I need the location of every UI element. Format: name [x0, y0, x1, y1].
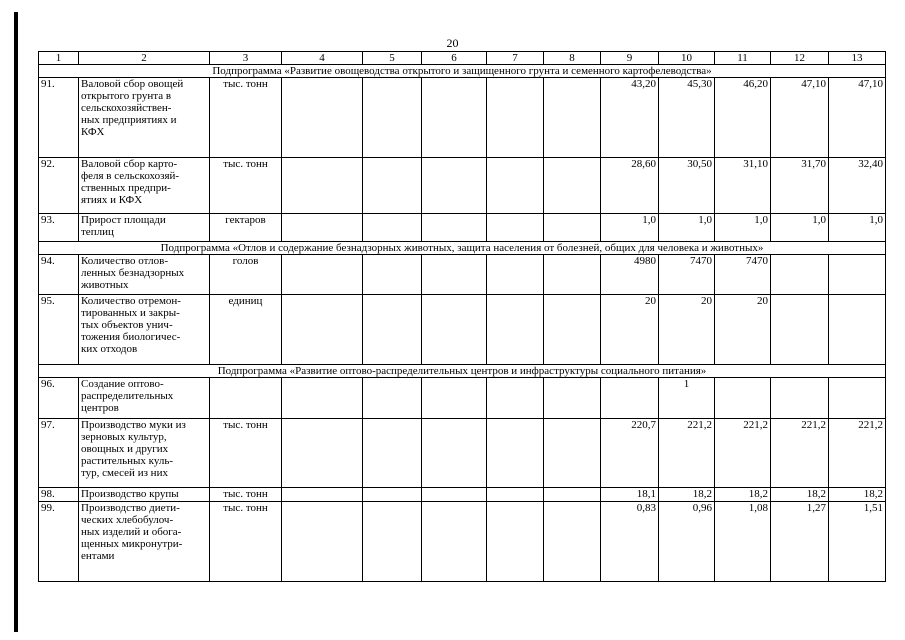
empty-cell [422, 419, 487, 488]
empty-cell [422, 78, 487, 158]
value-cell-10: 0,96 [659, 502, 715, 582]
empty-cell [487, 78, 544, 158]
indicator-name-line: Валовой сбор карто- [81, 158, 178, 170]
indicator-name-line: открытого грунта в [81, 90, 172, 102]
value-cell-9: 18,1 [601, 488, 659, 502]
value-cell-12: 1,27 [771, 502, 829, 582]
empty-cell [363, 488, 422, 502]
empty-cell [422, 295, 487, 365]
value-cell-11 [715, 378, 771, 419]
empty-cell [544, 488, 601, 502]
empty-cell [487, 295, 544, 365]
indicator-name-line: ентами [81, 550, 115, 562]
value-cell-9: 20 [601, 295, 659, 365]
empty-cell [487, 419, 544, 488]
indicator-name-line: животных [81, 279, 129, 291]
empty-cell [282, 158, 363, 214]
col-header-8: 8 [544, 52, 601, 65]
col-header-11: 11 [715, 52, 771, 65]
unit-cell: тыс. тонн [210, 158, 282, 214]
indicator-name-line: центров [81, 402, 119, 414]
empty-cell [282, 255, 363, 295]
row-number: 93. [39, 214, 79, 242]
col-header-2: 2 [79, 52, 210, 65]
unit-cell: голов [210, 255, 282, 295]
empty-cell [544, 419, 601, 488]
value-cell-10: 18,2 [659, 488, 715, 502]
empty-cell [282, 488, 363, 502]
unit-cell: единиц [210, 295, 282, 365]
indicator-name-line: овощных и других [81, 443, 169, 455]
value-cell-11: 1,08 [715, 502, 771, 582]
indicator-name-line: ких отходов [81, 343, 138, 355]
col-header-9: 9 [601, 52, 659, 65]
value-cell-11: 31,10 [715, 158, 771, 214]
empty-cell [544, 158, 601, 214]
indicator-name-line: растительных куль- [81, 455, 174, 467]
value-cell-13 [829, 295, 886, 365]
indicator-name-line: ческих хлебобулоч- [81, 514, 174, 526]
empty-cell [282, 419, 363, 488]
empty-cell [363, 158, 422, 214]
value-cell-11: 1,0 [715, 214, 771, 242]
subprogram-title: Подпрограмма «Развитие оптово-распределительных центров и инфраструктуры социального питания» [39, 365, 886, 378]
indicator-name-line: тур, смесей из них [81, 467, 168, 479]
table-row [39, 502, 886, 582]
empty-cell [363, 78, 422, 158]
value-cell-13: 32,40 [829, 158, 886, 214]
value-cell-11: 20 [715, 295, 771, 365]
indicators-table [38, 51, 886, 582]
subprogram-header-row [39, 65, 886, 78]
value-cell-9: 4980 [601, 255, 659, 295]
indicator-name-line: Создание оптово- [81, 378, 164, 390]
value-cell-13: 1,51 [829, 502, 886, 582]
value-cell-9: 1,0 [601, 214, 659, 242]
empty-cell [422, 378, 487, 419]
unit-cell [210, 378, 282, 419]
empty-cell [282, 378, 363, 419]
value-cell-9: 43,20 [601, 78, 659, 158]
empty-cell [544, 378, 601, 419]
table-row [39, 78, 886, 158]
value-cell-9: 28,60 [601, 158, 659, 214]
empty-cell [363, 419, 422, 488]
col-header-4: 4 [282, 52, 363, 65]
empty-cell [363, 378, 422, 419]
indicator-name-line: Количество отлов- [81, 255, 169, 267]
unit-cell: гектаров [210, 214, 282, 242]
value-cell-11: 221,2 [715, 419, 771, 488]
value-cell-12: 221,2 [771, 419, 829, 488]
table-row [39, 378, 886, 419]
subprogram-title: Подпрограмма «Развитие овощеводства открытого и защищенного грунта и семенного картофелеводства» [39, 65, 886, 78]
table-row [39, 214, 886, 242]
table-row [39, 419, 886, 488]
empty-cell [544, 78, 601, 158]
value-cell-13 [829, 255, 886, 295]
empty-cell [422, 488, 487, 502]
empty-cell [363, 255, 422, 295]
indicator-name-line: феля в сельскохозяй- [81, 170, 180, 182]
indicator-name [79, 78, 210, 158]
value-cell-10: 221,2 [659, 419, 715, 488]
col-header-13: 13 [829, 52, 886, 65]
indicator-name [79, 419, 210, 488]
value-cell-13 [829, 378, 886, 419]
value-cell-12: 47,10 [771, 78, 829, 158]
indicator-name-line: тых объектов унич- [81, 319, 173, 331]
value-cell-10: 20 [659, 295, 715, 365]
unit-cell: тыс. тонн [210, 502, 282, 582]
indicator-name-line: щенных микронутри- [81, 538, 183, 550]
unit-cell: тыс. тонн [210, 488, 282, 502]
value-cell-12 [771, 255, 829, 295]
row-number: 97. [39, 419, 79, 488]
empty-cell [282, 214, 363, 242]
value-cell-12 [771, 378, 829, 419]
indicator-name [79, 295, 210, 365]
table-row [39, 488, 886, 502]
value-cell-9: 220,7 [601, 419, 659, 488]
subprogram-header-row [39, 242, 886, 255]
empty-cell [487, 158, 544, 214]
empty-cell [282, 502, 363, 582]
empty-cell [544, 255, 601, 295]
row-number: 92. [39, 158, 79, 214]
col-header-12: 12 [771, 52, 829, 65]
value-cell-12: 31,70 [771, 158, 829, 214]
row-number: 94. [39, 255, 79, 295]
indicator-name-line: распределительных [81, 390, 174, 402]
indicator-name-line: Количество отремон- [81, 295, 181, 307]
value-cell-10: 1,0 [659, 214, 715, 242]
value-cell-12: 1,0 [771, 214, 829, 242]
value-cell-13: 1,0 [829, 214, 886, 242]
indicator-name [79, 158, 210, 214]
empty-cell [363, 502, 422, 582]
col-header-3: 3 [210, 52, 282, 65]
empty-cell [544, 214, 601, 242]
indicator-name-line: теплиц [81, 226, 114, 238]
indicator-name-line: Производство диети- [81, 502, 180, 514]
indicator-name-line: Валовой сбор овощей [81, 78, 184, 90]
empty-cell [422, 214, 487, 242]
indicator-name [79, 214, 210, 242]
col-header-5: 5 [363, 52, 422, 65]
empty-cell [487, 214, 544, 242]
row-number: 96. [39, 378, 79, 419]
indicator-name-line: ных предприятиях и [81, 114, 177, 126]
page-number: 20 [446, 36, 459, 50]
indicator-name-line: тированных и закры- [81, 307, 180, 319]
value-cell-11: 18,2 [715, 488, 771, 502]
value-cell-12: 18,2 [771, 488, 829, 502]
table-row [39, 158, 886, 214]
indicator-name [79, 255, 210, 295]
column-number-header-row [39, 52, 886, 65]
indicator-name-line: ятиях и КФХ [81, 194, 143, 206]
empty-cell [487, 378, 544, 419]
empty-cell [363, 214, 422, 242]
indicator-name-line: сельскохозяйствен- [81, 102, 172, 114]
indicator-name-line: зерновых культур, [81, 431, 167, 443]
table-row [39, 295, 886, 365]
row-number: 91. [39, 78, 79, 158]
value-cell-10: 1 [659, 378, 715, 419]
page-margin-bar [14, 12, 18, 632]
empty-cell [282, 78, 363, 158]
row-number: 99. [39, 502, 79, 582]
row-number: 98. [39, 488, 79, 502]
indicator-name-line: тожения биологичес- [81, 331, 181, 343]
empty-cell [487, 255, 544, 295]
empty-cell [363, 295, 422, 365]
subprogram-title: Подпрограмма «Отлов и содержание безнадзорных животных, защита населения от болезней, общих для человека и животных» [39, 242, 886, 255]
empty-cell [422, 158, 487, 214]
subprogram-header-row [39, 365, 886, 378]
indicator-name [79, 378, 210, 419]
empty-cell [282, 295, 363, 365]
value-cell-13: 221,2 [829, 419, 886, 488]
table-row [39, 255, 886, 295]
value-cell-13: 18,2 [829, 488, 886, 502]
col-header-7: 7 [487, 52, 544, 65]
empty-cell [422, 255, 487, 295]
col-header-10: 10 [659, 52, 715, 65]
value-cell-11: 46,20 [715, 78, 771, 158]
row-number: 95. [39, 295, 79, 365]
value-cell-10: 45,30 [659, 78, 715, 158]
indicator-name-line: ных изделий и обога- [81, 526, 182, 538]
value-cell-13: 47,10 [829, 78, 886, 158]
empty-cell [422, 502, 487, 582]
indicator-name-line: ственных предпри- [81, 182, 171, 194]
value-cell-10: 30,50 [659, 158, 715, 214]
indicator-name [79, 488, 210, 502]
indicator-name-line: КФХ [81, 126, 105, 138]
value-cell-11: 7470 [715, 255, 771, 295]
unit-cell: тыс. тонн [210, 419, 282, 488]
col-header-1: 1 [39, 52, 79, 65]
empty-cell [487, 502, 544, 582]
empty-cell [544, 295, 601, 365]
value-cell-9: 0,83 [601, 502, 659, 582]
value-cell-12 [771, 295, 829, 365]
col-header-6: 6 [422, 52, 487, 65]
indicator-name-line: ленных безнадзорных [81, 267, 185, 279]
empty-cell [487, 488, 544, 502]
empty-cell [544, 502, 601, 582]
unit-cell: тыс. тонн [210, 78, 282, 158]
value-cell-10: 7470 [659, 255, 715, 295]
indicator-name [79, 502, 210, 582]
indicator-name-line: Производство крупы [81, 488, 179, 500]
indicator-name-line: Прирост площади [81, 214, 166, 226]
value-cell-9 [601, 378, 659, 419]
indicator-name-line: Производство муки из [81, 419, 186, 431]
